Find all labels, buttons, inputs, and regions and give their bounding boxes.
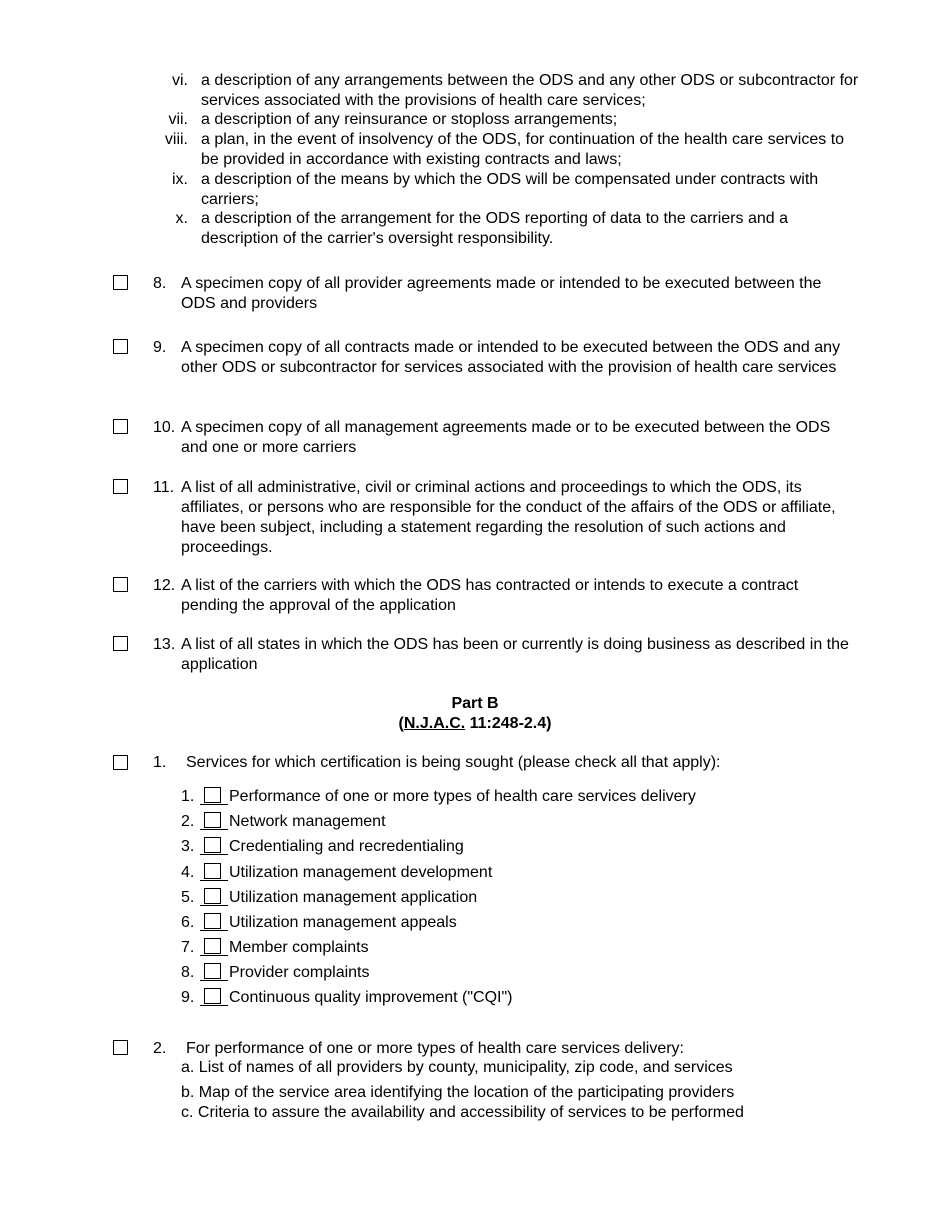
item-text: A list of all administrative, civil or criminal actions and proceedings to which the ODS, its affiliates, or persons who are responsible for the conduct of the affairs of the ODS or affiliate, have been subject, including a statement regarding the resolution of such actions and proceedings. (181, 479, 836, 556)
roman-num: x. (175, 210, 188, 227)
requirement-c: c. Criteria to assure the availability and accessibility of services to be performed (181, 1104, 744, 1121)
service-checkbox[interactable] (204, 963, 221, 979)
service-label: Network management (229, 813, 386, 830)
requirement-a: a. List of names of all providers by county, municipality, zip code, and services (181, 1059, 733, 1076)
service-checkbox[interactable] (204, 913, 221, 929)
roman-num: ix. (172, 171, 188, 188)
service-blank-line (200, 854, 228, 855)
service-blank-line (200, 955, 228, 956)
roman-text: a description of any reinsurance or stoploss arrangements; (201, 111, 618, 128)
item-8-checkbox[interactable] (113, 275, 128, 290)
service-number: 8. (181, 964, 195, 981)
service-label: Provider complaints (229, 964, 370, 981)
part-b-title: Part B (451, 695, 499, 712)
service-number: 4. (181, 864, 195, 881)
item-text: For performance of one or more types of health care services delivery: (186, 1040, 684, 1057)
item-number: 2. (153, 1040, 167, 1057)
item-number: 9. (153, 339, 167, 356)
item-11-checkbox[interactable] (113, 479, 128, 494)
item-number: 11. (153, 479, 175, 496)
roman-text: a description of any arrangements between the ODS and any other ODS or subcontractor for services associated with the provisions of health care services; (201, 72, 859, 109)
item-text: A specimen copy of all contracts made or intended to be executed between the ODS and any other ODS or subcontractor for services associated with the provision of health care services (181, 339, 841, 376)
service-label: Member complaints (229, 939, 369, 956)
item-9-checkbox[interactable] (113, 339, 128, 354)
roman-num: viii. (164, 131, 188, 148)
item-13-checkbox[interactable] (113, 636, 128, 651)
service-blank-line (200, 905, 228, 906)
service-checkbox[interactable] (204, 988, 221, 1004)
item-text: A specimen copy of all management agreements made or to be executed between the ODS and one or more carriers (181, 419, 831, 456)
item-text: A list of all states in which the ODS has been or currently is doing business as described in the application (181, 636, 849, 673)
service-number: 6. (181, 914, 195, 931)
requirement-b: b. Map of the service area identifying the location of the participating providers (181, 1084, 735, 1101)
roman-text: a plan, in the event of insolvency of the ODS, for continuation of the health care services to be provided in accordance with existing contracts and laws; (201, 131, 845, 168)
service-label: Performance of one or more types of health care services delivery (229, 788, 696, 805)
service-label: Continuous quality improvement ("CQI") (229, 989, 513, 1006)
service-blank-line (200, 1005, 228, 1006)
item-text: Services for which certification is being sought (please check all that apply): (186, 754, 721, 771)
item-text: A specimen copy of all provider agreements made or intended to be executed between the ODS and providers (181, 275, 822, 312)
item-number: 12. (153, 577, 176, 594)
service-checkbox[interactable] (204, 863, 221, 879)
service-checkbox[interactable] (204, 837, 221, 853)
service-number: 9. (181, 989, 195, 1006)
roman-text: a description of the means by which the ODS will be compensated under contracts with carriers; (201, 171, 819, 208)
part-b-item-1-checkbox[interactable] (113, 755, 128, 770)
citation-open: ( (398, 715, 404, 732)
service-number: 5. (181, 889, 195, 906)
item-number: 13. (153, 636, 176, 653)
roman-text: a description of the arrangement for the ODS reporting of data to the carriers and a description of the carrier's oversight responsibility. (201, 210, 788, 247)
service-checkbox[interactable] (204, 938, 221, 954)
roman-num: vi. (172, 72, 188, 89)
item-number: 1. (153, 754, 167, 771)
service-blank-line (200, 829, 228, 830)
service-checkbox[interactable] (204, 888, 221, 904)
service-number: 7. (181, 939, 195, 956)
service-label: Credentialing and recredentialing (229, 838, 464, 855)
service-blank-line (200, 880, 228, 881)
service-label: Utilization management application (229, 889, 478, 906)
service-checkbox[interactable] (204, 812, 221, 828)
item-number: 10. (153, 419, 176, 436)
service-number: 2. (181, 813, 195, 830)
service-number: 1. (181, 788, 195, 805)
service-label: Utilization management development (229, 864, 493, 881)
part-b-item-2-checkbox[interactable] (113, 1040, 128, 1055)
service-number: 3. (181, 838, 195, 855)
item-12-checkbox[interactable] (113, 577, 128, 592)
service-blank-line (200, 980, 228, 981)
citation-link[interactable]: N.J.A.C. (403, 715, 466, 732)
part-b-citation (0, 714, 950, 734)
service-blank-line (200, 804, 228, 805)
item-number: 8. (153, 275, 167, 292)
roman-num: vii. (168, 111, 188, 128)
service-label: Utilization management appeals (229, 914, 457, 931)
citation-rest: 11:248-2.4) (465, 715, 552, 732)
item-text: A list of the carriers with which the ODS has contracted or intends to execute a contract pending the approval of the application (181, 577, 799, 614)
service-checkbox[interactable] (204, 787, 221, 803)
service-blank-line (200, 930, 228, 931)
item-10-checkbox[interactable] (113, 419, 128, 434)
